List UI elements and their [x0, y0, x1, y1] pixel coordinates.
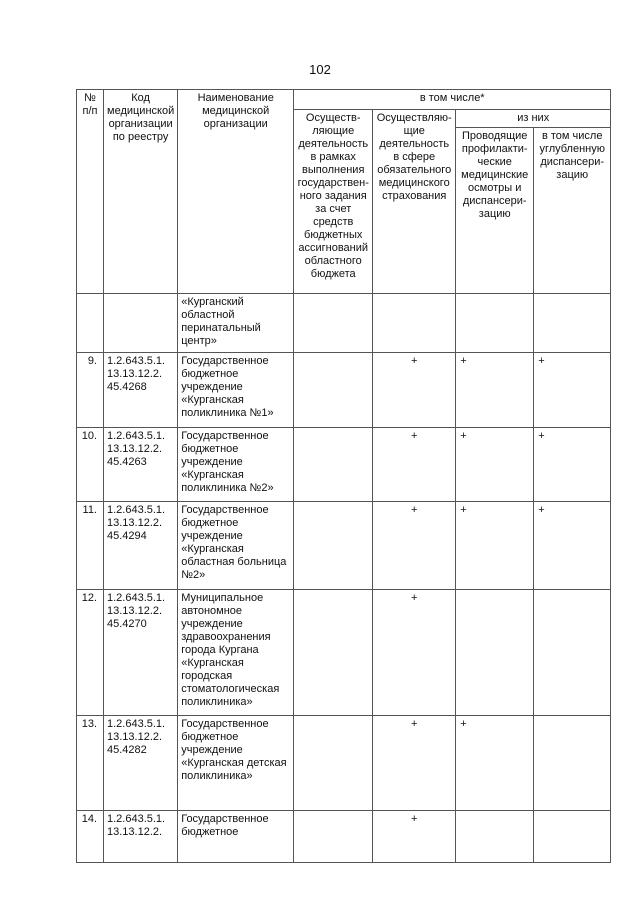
org-code: 1.2.643.5.1. 13.13.12.2. 45.4270: [104, 590, 178, 716]
oms-mark: +: [373, 811, 456, 863]
preventive-mark: +: [456, 716, 534, 811]
table-row: [77, 811, 611, 863]
row-number: 10.: [77, 428, 104, 502]
oms-mark: +: [373, 590, 456, 716]
preventive-mark: +: [456, 502, 534, 590]
row-number: 14.: [77, 811, 104, 863]
row-number: 12.: [77, 590, 104, 716]
row-number: 11.: [77, 502, 104, 590]
in-depth-mark: +: [534, 502, 611, 590]
in-depth-mark: +: [534, 428, 611, 502]
medical-organizations-table: [76, 89, 611, 863]
in-depth-mark: [534, 294, 611, 353]
in-depth-mark: [534, 716, 611, 811]
org-code: 1.2.643.5.1. 13.13.12.2.: [104, 811, 178, 863]
in-depth-mark: [534, 590, 611, 716]
oms-mark: +: [373, 353, 456, 428]
row-number: 9.: [77, 353, 104, 428]
state-task-cell: [294, 294, 373, 353]
header-preventive: Проводящие профилакти-ческие медицинские осмотры и диспансери-зацию: [456, 128, 534, 294]
org-code: 1.2.643.5.1. 13.13.12.2. 45.4268: [104, 353, 178, 428]
oms-mark: +: [373, 502, 456, 590]
state-task-cell: [294, 353, 373, 428]
page-number: 102: [309, 62, 331, 77]
header-including: в том числе*: [294, 90, 611, 110]
org-code: 1.2.643.5.1. 13.13.12.2. 45.4263: [104, 428, 178, 502]
in-depth-mark: [534, 811, 611, 863]
org-name: Государственное бюджетное учреждение «Курганская детская поликлиника»: [178, 716, 294, 811]
row-number: [77, 294, 104, 353]
preventive-mark: [456, 294, 534, 353]
oms-mark: +: [373, 716, 456, 811]
preventive-mark: [456, 811, 534, 863]
org-name: Государственное бюджетное учреждение «Курганская поликлиника №1»: [178, 353, 294, 428]
org-code: 1.2.643.5.1. 13.13.12.2. 45.4282: [104, 716, 178, 811]
state-task-cell: [294, 716, 373, 811]
header-of-them: из них: [456, 110, 611, 128]
org-name: Государственное бюджетное учреждение «Курганская областная больница №2»: [178, 502, 294, 590]
table-row: [77, 502, 611, 590]
preventive-mark: +: [456, 353, 534, 428]
row-number: 13.: [77, 716, 104, 811]
org-name: Муниципальное автономное учреждение здравоохранения города Кургана «Курганская городская стоматологическая поликлиника»: [178, 590, 294, 716]
state-task-cell: [294, 811, 373, 863]
state-task-cell: [294, 590, 373, 716]
oms-mark: +: [373, 428, 456, 502]
header-code: Код медицинской организации по реестру: [104, 90, 178, 294]
org-name: Государственное бюджетное: [178, 811, 294, 863]
preventive-mark: +: [456, 428, 534, 502]
table-row: [77, 590, 611, 716]
preventive-mark: [456, 590, 534, 716]
table-row: [77, 294, 611, 353]
header-name: Наименование медицинской организации: [178, 90, 294, 294]
org-code: 1.2.643.5.1. 13.13.12.2. 45.4294: [104, 502, 178, 590]
state-task-cell: [294, 502, 373, 590]
header-oms: Осуществляю-щие деятельность в сфере обязательного медицинского страхования: [373, 110, 456, 294]
table-row: [77, 353, 611, 428]
header-num: № п/п: [77, 90, 104, 294]
oms-mark: [373, 294, 456, 353]
header-state-task: Осуществ-ляющие деятельность в рамках выполнения государствен-ного задания за счет средств бюджетных ассигнований областного бюджета: [294, 110, 373, 294]
org-code: [104, 294, 178, 353]
table-row: [77, 716, 611, 811]
state-task-cell: [294, 428, 373, 502]
header-in-depth: в том числе углубленную диспансери-зацию: [534, 128, 611, 294]
org-name: Государственное бюджетное учреждение «Курганская поликлиника №2»: [178, 428, 294, 502]
org-name: «Курганский областной перинатальный центр»: [178, 294, 294, 353]
in-depth-mark: +: [534, 353, 611, 428]
table-row: [77, 428, 611, 502]
